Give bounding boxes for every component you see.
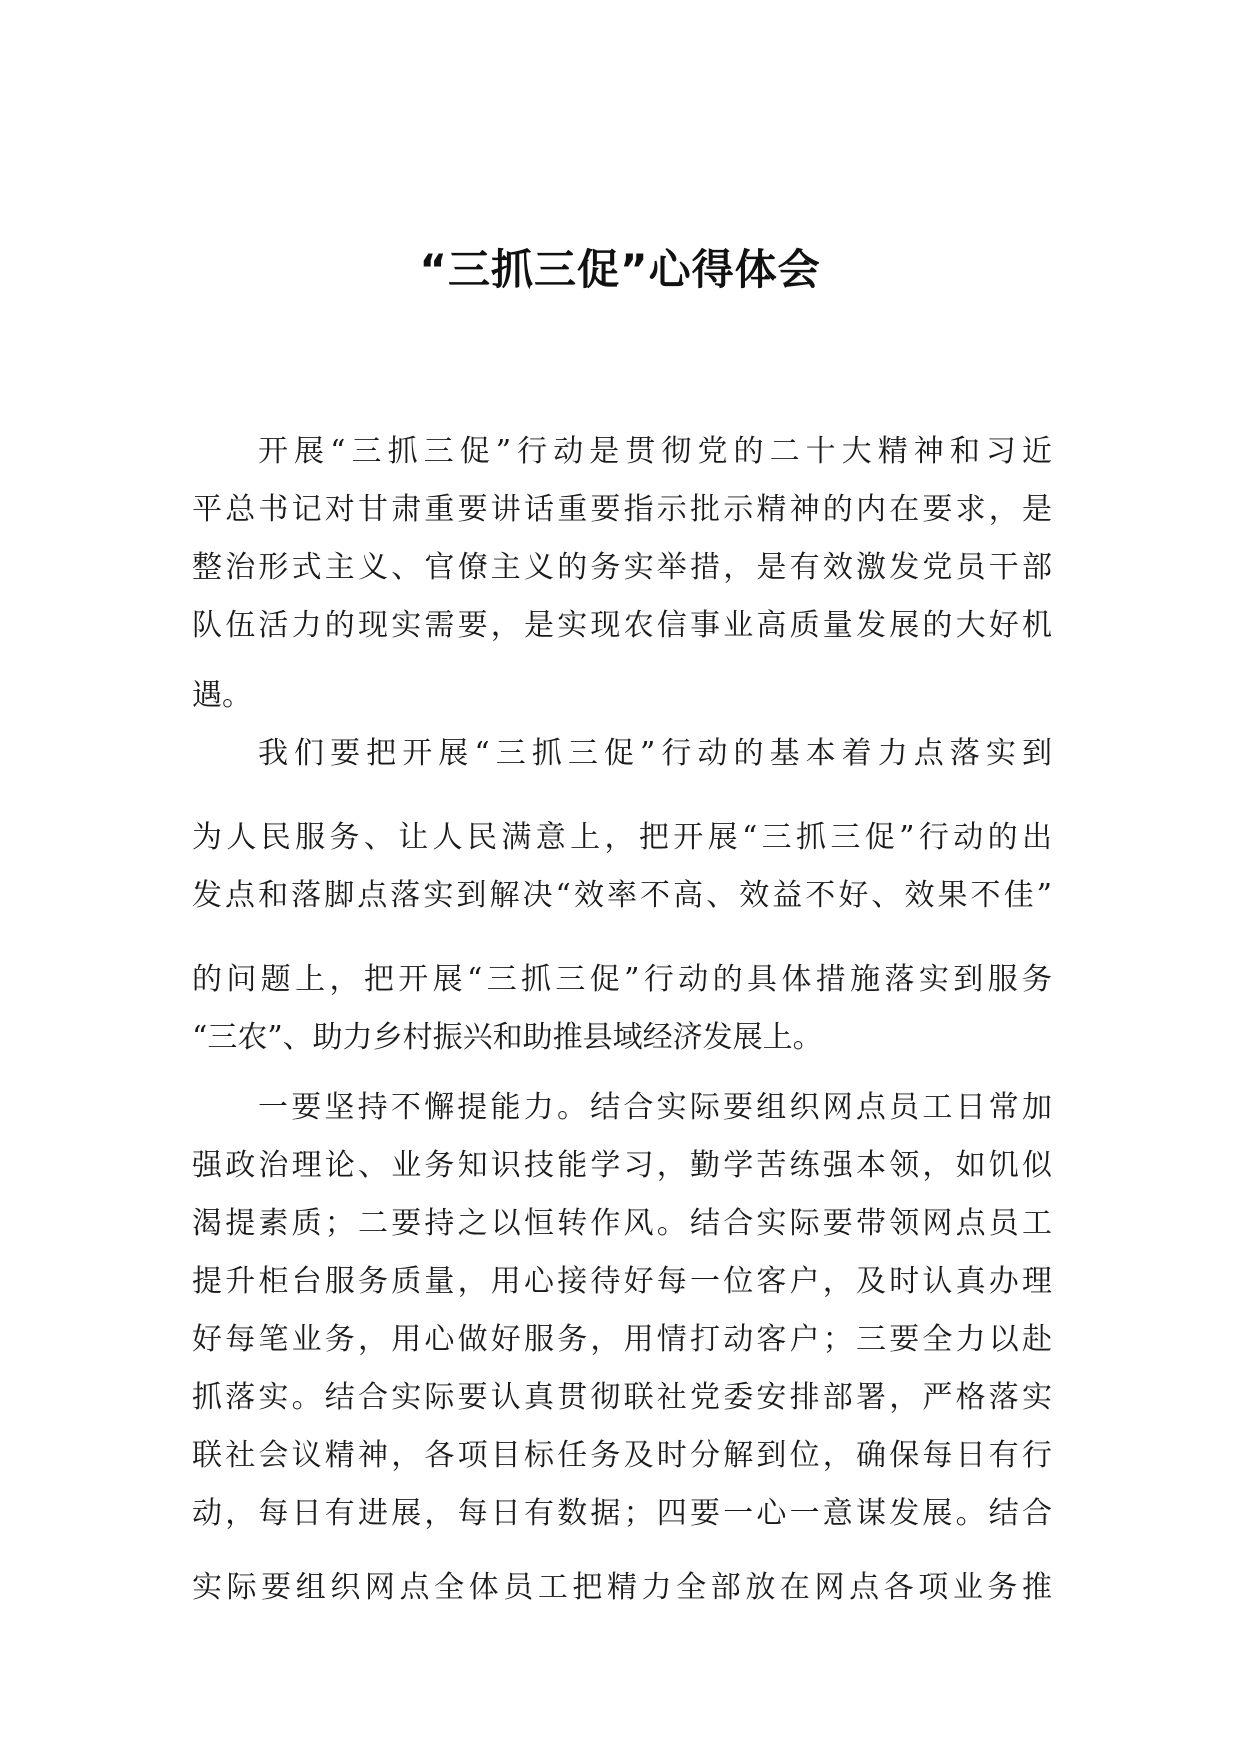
paragraph-line: 一要坚持不懈提能力。结合实际要组织网点员工日常加 (258, 1090, 1052, 1125)
paragraph-line: 实际要组织网点全体员工把精力全部放在网点各项业务推 (192, 1570, 1052, 1605)
paragraph-line: 的问题上，把开展“三抓三促”行动的具体措施落实到服务 (192, 962, 1052, 997)
paragraph-line: 动，每日有进展，每日有数据；四要一心一意谋发展。结合 (192, 1496, 1052, 1531)
paragraph-line: 开展“三抓三促”行动是贯彻党的二十大精神和习近 (258, 434, 1052, 469)
paragraph-line: 强政治理论、业务知识技能学习，勤学苦练强本领，如饥似 (192, 1148, 1052, 1183)
paragraph-line: 联社会议精神，各项目标任务及时分解到位，确保每日有行 (192, 1438, 1052, 1473)
paragraph-line: 好每笔业务，用心做好服务，用情打动客户；三要全力以赴 (192, 1322, 1052, 1357)
paragraph-line: 渴提素质；二要持之以恒转作风。结合实际要带领网点员工 (192, 1206, 1052, 1241)
paragraph-line: 发点和落脚点落实到解决“效率不高、效益不好、效果不佳” (192, 878, 1052, 913)
paragraph-line: 为人民服务、让人民满意上，把开展“三抓三促”行动的出 (192, 820, 1052, 855)
document-title: “三抓三促”心得体会 (419, 245, 821, 294)
paragraph-line: “三农”、助力乡村振兴和助推县域经济发展上。 (192, 1020, 823, 1055)
paragraph-line: 整治形式主义、官僚主义的务实举措，是有效激发党员干部 (192, 550, 1052, 585)
paragraph-line: 遇。 (192, 678, 252, 713)
paragraph-line: 我们要把开展“三抓三促”行动的基本着力点落实到 (258, 736, 1052, 771)
paragraph-line: 提升柜台服务质量，用心接待好每一位客户，及时认真办理 (192, 1264, 1052, 1299)
paragraph-line: 队伍活力的现实需要，是实现农信事业高质量发展的大好机 (192, 608, 1052, 643)
paragraph-line: 抓落实。结合实际要认真贯彻联社党委安排部署，严格落实 (192, 1380, 1052, 1415)
paragraph-line: 平总书记对甘肃重要讲话重要指示批示精神的内在要求，是 (192, 492, 1052, 527)
